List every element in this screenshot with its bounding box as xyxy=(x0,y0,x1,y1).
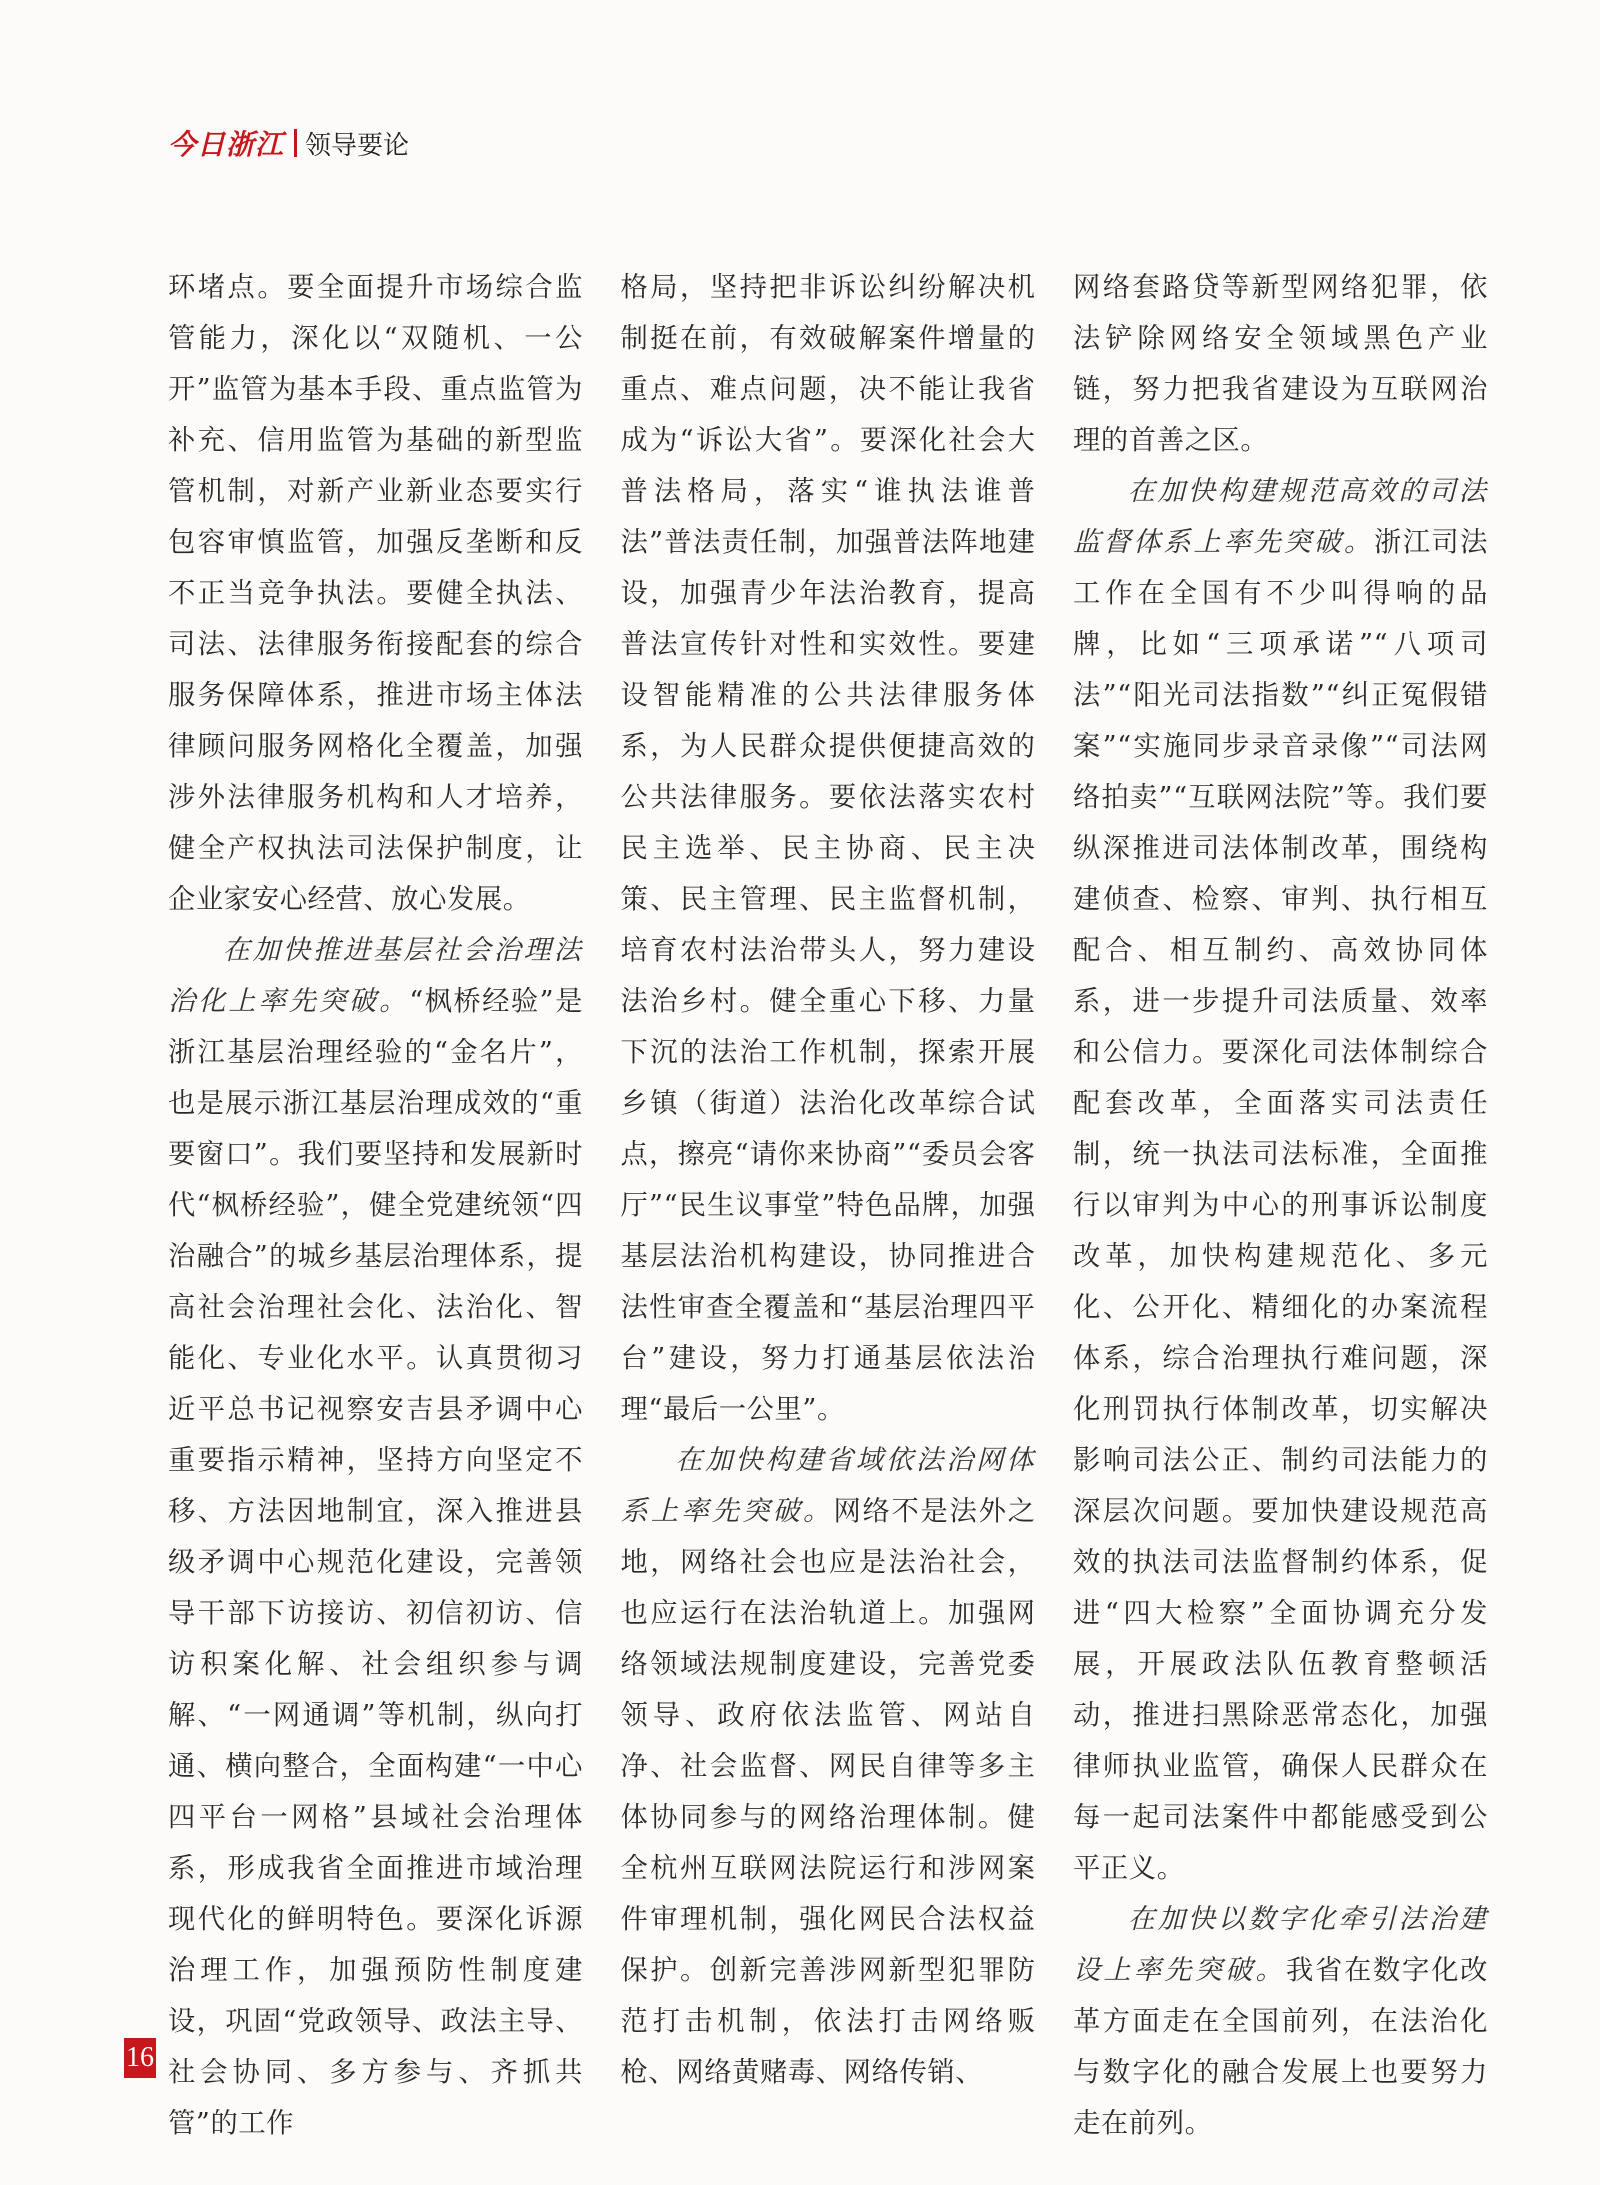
paragraph xyxy=(168,262,583,925)
page-number: 16 xyxy=(124,2038,156,2078)
paragraph xyxy=(621,262,1036,1435)
paragraph-lead: 在加快推进基层社会治理法治化上率先突破。 xyxy=(168,935,583,1017)
paragraph xyxy=(1073,466,1488,1894)
paragraph-text: 网络套路贷等新型网络犯罪，依法铲除网络安全领域黑色产业链，努力把我省建设为互联网治理的首善之区。 xyxy=(1073,272,1488,456)
magazine-logo: 今日浙江 xyxy=(168,128,285,161)
paragraph xyxy=(1073,262,1488,466)
paragraph-text: “枫桥经验”是浙江基层治理经验的“金名片”，也是展示浙江基层治理成效的“重要窗口”。我们要坚持和发展新时代“枫桥经验”，健全党建统领“四治融合”的城乡基层治理体系，提高社会治理社会化、法治化、智能化、专业化水平。认真贯彻习近平总书记视察安吉县矛调中心重要指示精神，坚持方向坚定不移、方法因地制宜，深入推进县级矛调中心规范化建设，完善领导干部下访接访、初信初访、信访积案化解、社会组织参与调解、“一网通调”等机制，纵向打通、横向整合，全面构建“一中心四平台一网格”县域社会治理体系，形成我省全面推进市域治理现代化的鲜明特色。要深化诉源治理工作，加强预防性制度建设，巩固“党政领导、政法主导、社会协同、多方参与、齐抓共管”的工作 xyxy=(168,986,583,2139)
paragraph-text: 环堵点。要全面提升市场综合监管能力，深化以“双随机、一公开”监管为基本手段、重点监管为补充、信用监管为基础的新型监管机制，对新产业新业态要实行包容审慎监管，加强反垄断和反不正当竞争执法。要健全执法、司法、法律服务衔接配套的综合服务保障体系，推进市场主体法律顾问服务网格化全覆盖，加强涉外法律服务机构和人才培养，健全产权执法司法保护制度，让企业家安心经营、放心发展。 xyxy=(168,272,583,915)
header-divider xyxy=(294,129,297,157)
paragraph xyxy=(621,1435,1036,2098)
paragraph-lead: 在加快以数字化牵引法治建设上率先突破。 xyxy=(1073,1904,1488,1986)
paragraph-text: 格局，坚持把非诉讼纠纷解决机制挺在前，有效破解案件增量的重点、难点问题，决不能让我省成为“诉讼大省”。要深化社会大普法格局，落实“谁执法谁普法”普法责任制，加强普法阵地建设，加强青少年法治教育，提高普法宣传针对性和实效性。要建设智能精准的公共法律服务体系，为人民群众提供便捷高效的公共法律服务。要依法落实农村民主选举、民主协商、民主决策、民主管理、民主监督机制，培育农村法治带头人，努力建设法治乡村。健全重心下移、力量下沉的法治工作机制，探索开展乡镇（街道）法治化改革综合试点，擦亮“请你来协商”“委员会客厅”“民生议事堂”特色品牌，加强基层法治机构建设，协同推进合法性审查全覆盖和“基层治理四平台”建设，努力打通基层依法治理“最后一公里”。 xyxy=(620,272,1036,1425)
column-3 xyxy=(1073,262,1489,2139)
paragraph-lead: 在加快构建省域依法治网体系上率先突破。 xyxy=(620,1445,1036,1527)
paragraph-lead: 在加快构建规范高效的司法监督体系上率先突破。 xyxy=(1073,476,1488,558)
paragraph xyxy=(1073,1894,1488,2149)
article-body xyxy=(168,262,1489,2139)
paragraph-text: 我省在数字化改革方面走在全国前列，在法治化与数字化的融合发展上也要努力走在前列。 xyxy=(1073,1955,1489,2139)
paragraph-text: 浙江司法工作在全国有不少叫得响的品牌，比如“三项承诺”“八项司法”“阳光司法指数”“纠正冤假错案”“实施同步录音录像”“司法网络拍卖”“互联网法院”等。我们要纵深推进司法体制改革，围绕构建侦查、检察、审判、执行相互配合、相互制约、高效协同体系，进一步提升司法质量、效率和公信力。要深化司法体制综合配套改革，全面落实司法责任制，统一执法司法标准，全面推行以审判为中心的刑事诉讼制度改革，加快构建规范化、多元化、公开化、精细化的办案流程体系，综合治理执行难问题，深化刑罚执行体制改革，切实解决影响司法公正、制约司法能力的深层次问题。要加快建设规范高效的执法司法监督制约体系，促进“四大检察”全面协调充分发展，开展政法队伍教育整顿活动，推进扫黑除恶常态化，加强律师执业监管，确保人民群众在每一起司法案件中都能感受到公平正义。 xyxy=(1073,527,1488,1884)
column-2 xyxy=(620,262,1036,2088)
column-1 xyxy=(168,262,583,2139)
paragraph-text: 网络不是法外之地，网络社会也应是法治社会，也应运行在法治轨道上。加强网络领域法规制度建设，完善党委领导、政府依法监管、网站自净、社会监督、网民自律等多主体协同参与的网络治理体制。健全杭州互联网法院运行和涉网案件审理机制，强化网民合法权益保护。创新完善涉网新型犯罪防范打击机制，依法打击网络贩枪、网络黄赌毒、网络传销、 xyxy=(620,1496,1036,2088)
paragraph xyxy=(168,925,583,2149)
section-title: 领导要论 xyxy=(305,130,410,161)
page-header xyxy=(168,125,409,161)
